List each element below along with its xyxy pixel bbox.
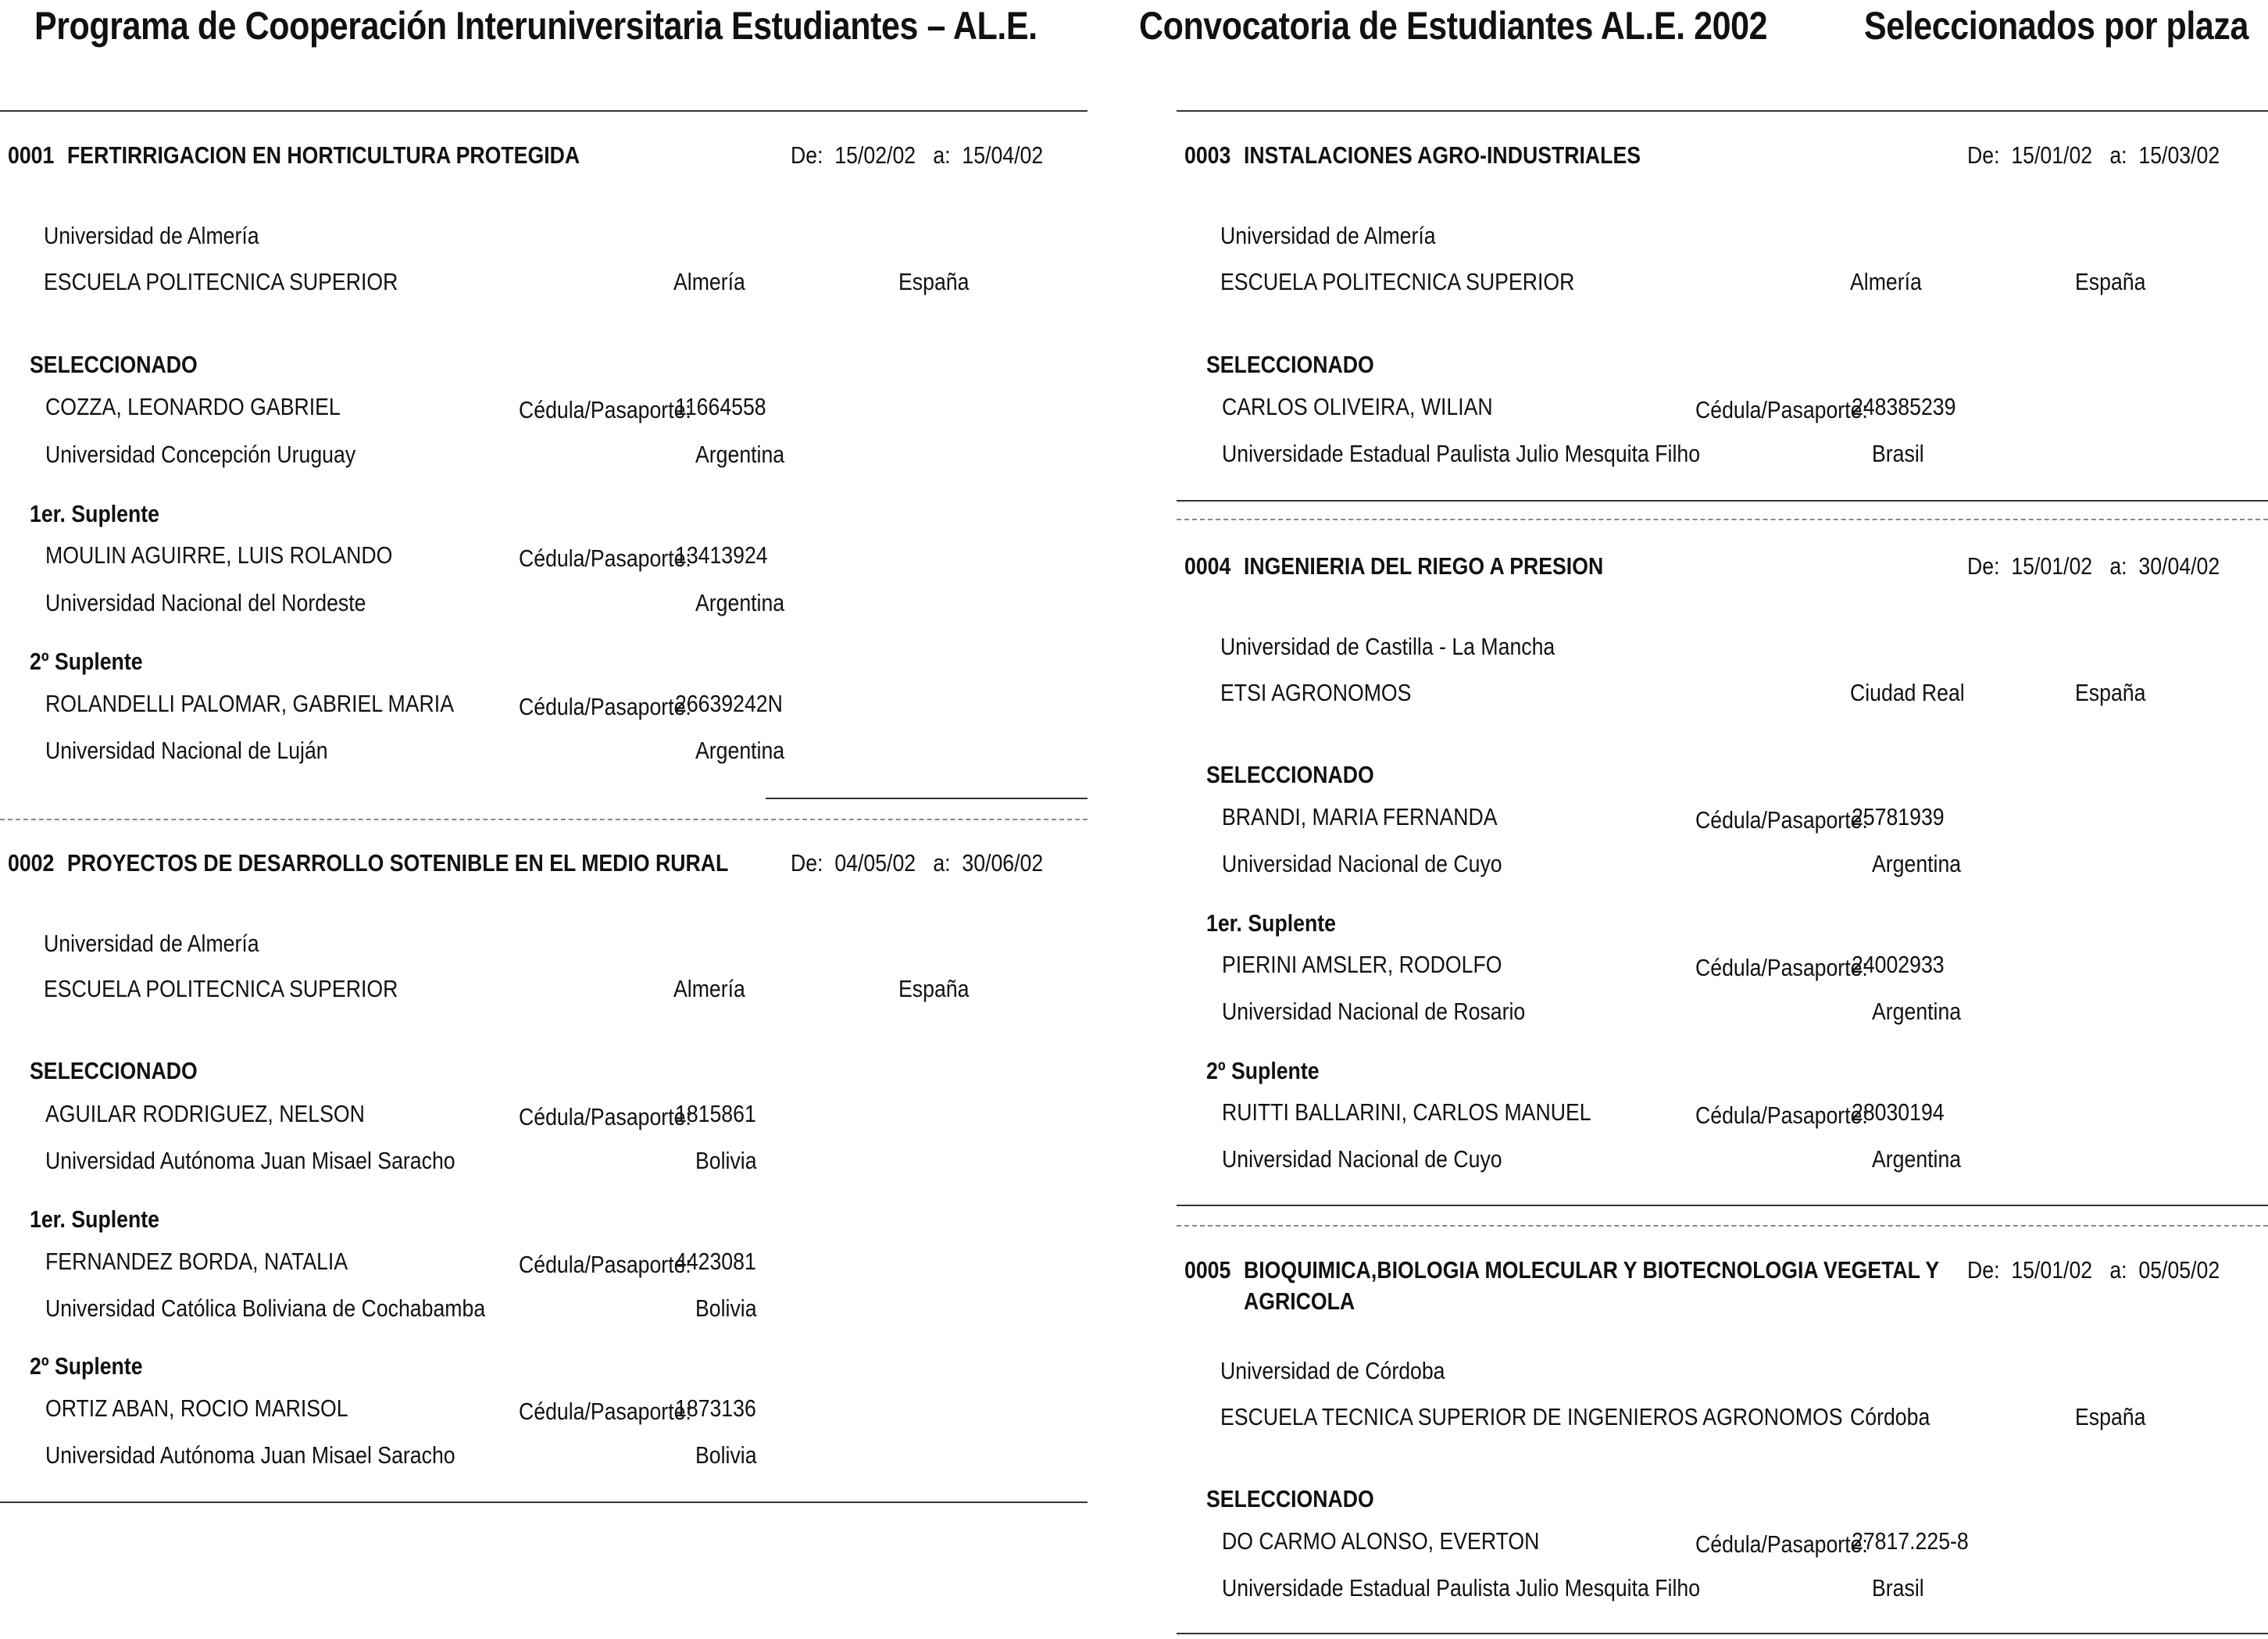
candidate-country: Brasil [1872,440,1924,467]
divider [1177,110,2268,112]
candidate-name: MOULIN AGUIRRE, LUIS ROLANDO [45,541,393,569]
place-dates [1967,141,2220,170]
id-label: Cédula/Pasaporte: [519,1398,691,1425]
candidate-id: 248385239 [1852,393,1956,420]
from-date: 15/01/02 [2011,1256,2093,1284]
to-label: a: [2109,1256,2127,1284]
to-date: 30/06/02 [962,849,1044,877]
host-university: Universidad de Castilla - La Mancha [1220,633,1555,660]
candidate-institution: Universidad Nacional del Nordeste [45,589,366,616]
candidate-country: Bolivia [695,1441,757,1469]
host-university: Universidad de Córdoba [1220,1357,1445,1384]
host-country: España [898,268,970,295]
candidate-id: 11664558 [675,393,766,420]
id-label: Cédula/Pasaporte: [519,396,691,423]
place-code: 0005 [1184,1256,1231,1284]
host-faculty: ESCUELA POLITECNICA SUPERIOR [44,268,398,295]
host-city: Córdoba [1850,1403,1930,1430]
to-label: a: [2109,141,2127,169]
host-university: Universidad de Almería [44,930,259,957]
host-city: Ciudad Real [1850,679,1965,706]
place-title: INGENIERIA DEL RIEGO A PRESION [1244,552,1604,580]
candidate-name: CARLOS OLIVEIRA, WILIAN [1222,393,1493,420]
candidate-institution: Universidad Autónoma Juan Misael Saracho [45,1147,455,1174]
candidate-country: Argentina [1872,1145,1962,1173]
candidate-name: ROLANDELLI PALOMAR, GABRIEL MARIA [45,690,454,717]
host-university: Universidad de Almería [1220,222,1436,249]
id-label: Cédula/Pasaporte: [519,545,691,572]
host-faculty: ESCUELA POLITECNICA SUPERIOR [1220,268,1575,295]
to-date: 15/04/02 [962,141,1044,169]
place-code: 0002 [8,849,55,877]
report-title: Seleccionados por plaza [1864,4,2248,48]
from-date: 04/05/02 [834,849,916,877]
role-selected: SELECCIONADO [1206,351,1374,378]
host-city: Almería [1850,268,1922,295]
place-title: INSTALACIONES AGRO-INDUSTRIALES [1244,141,1641,169]
divider [1177,1205,2268,1206]
to-label: a: [933,849,951,877]
place-dates [1967,1256,2220,1284]
candidate-country: Argentina [1872,850,1962,877]
place-title: PROYECTOS DE DESARROLLO SOTENIBLE EN EL MEDIO RURAL [67,849,729,877]
id-label: Cédula/Pasaporte: [1695,396,1868,423]
candidate-id: 25781939 [1852,803,1945,830]
from-label: De: [791,849,823,877]
candidate-name: RUITTI BALLARINI, CARLOS MANUEL [1222,1098,1591,1126]
candidate-name: FERNANDEZ BORDA, NATALIA [45,1248,348,1275]
role-selected: SELECCIONADO [1206,761,1374,788]
candidate-country: Argentina [695,441,785,468]
role-selected: SELECCIONADO [30,351,198,378]
candidate-name: PIERINI AMSLER, RODOLFO [1222,951,1502,978]
place-code: 0003 [1184,141,1231,169]
host-university: Universidad de Almería [44,222,259,249]
candidate-institution: Universidad Autónoma Juan Misael Saracho [45,1441,455,1469]
host-city: Almería [673,975,745,1002]
role-sub1: 1er. Suplente [1206,909,1336,937]
candidate-institution: Universidad Nacional de Luján [45,737,328,764]
candidate-institution: Universidad Nacional de Rosario [1222,998,1526,1025]
host-country: España [2075,679,2146,706]
to-date: 05/05/02 [2138,1256,2220,1284]
host-faculty: ESCUELA POLITECNICA SUPERIOR [44,975,398,1002]
candidate-country: Brasil [1872,1574,1924,1602]
from-label: De: [791,141,823,169]
to-label: a: [933,141,951,169]
program-title: Programa de Cooperación Interuniversitaria Estudiantes – AL.E. [34,4,1038,48]
divider [1177,1225,2268,1227]
place-code: 0001 [8,141,55,169]
role-sub1: 1er. Suplente [30,500,159,527]
candidate-name: AGUILAR RODRIGUEZ, NELSON [45,1100,365,1127]
place-title: FERTIRRIGACION EN HORTICULTURA PROTEGIDA [67,141,580,169]
divider [1177,500,2268,502]
role-sub2: 2º Suplente [30,1352,143,1380]
from-date: 15/01/02 [2011,552,2093,580]
candidate-country: Argentina [695,589,785,616]
call-title: Convocatoria de Estudiantes AL.E. 2002 [1139,4,1768,48]
id-label: Cédula/Pasaporte: [1695,1530,1868,1558]
divider [766,798,1088,799]
role-sub2: 2º Suplente [1206,1057,1320,1084]
candidate-institution: Universidad Católica Boliviana de Cochabamba [45,1294,486,1322]
candidate-institution: Universidad Nacional de Cuyo [1222,850,1502,877]
candidate-id: 1873136 [675,1394,756,1422]
place-title: BIOQUIMICA,BIOLOGIA MOLECULAR Y BIOTECNOLOGIA VEGETAL Y [1244,1256,1940,1284]
candidate-id: 24002933 [1852,951,1945,978]
host-city: Almería [673,268,745,295]
to-date: 15/03/02 [2138,141,2220,169]
candidate-country: Argentina [1872,998,1962,1025]
id-label: Cédula/Pasaporte: [519,1103,691,1130]
candidate-institution: Universidade Estadual Paulista Julio Mesquita Filho [1222,440,1701,467]
divider [1177,519,2268,520]
candidate-name: COZZA, LEONARDO GABRIEL [45,393,341,420]
candidate-institution: Universidad Concepción Uruguay [45,441,356,468]
id-label: Cédula/Pasaporte: [1695,806,1868,834]
to-label: a: [2109,552,2127,580]
candidate-institution: Universidade Estadual Paulista Julio Mesquita Filho [1222,1574,1701,1602]
from-date: 15/01/02 [2011,141,2093,169]
role-selected: SELECCIONADO [1206,1485,1374,1512]
id-label: Cédula/Pasaporte: [1695,954,1868,981]
place-dates [791,849,1043,877]
candidate-id: 26639242N [675,690,783,717]
divider [1177,1633,2268,1634]
candidate-name: DO CARMO ALONSO, EVERTON [1222,1527,1540,1555]
host-country: España [2075,268,2146,295]
candidate-country: Argentina [695,737,785,764]
candidate-id: 27817.225-8 [1852,1527,1969,1555]
host-faculty: ESCUELA TECNICA SUPERIOR DE INGENIEROS AGRONOMOS [1220,1403,1843,1430]
from-date: 15/02/02 [834,141,916,169]
role-selected: SELECCIONADO [30,1057,198,1084]
candidate-name: BRANDI, MARIA FERNANDA [1222,803,1498,830]
place-code: 0004 [1184,552,1231,580]
from-label: De: [1967,552,2000,580]
candidate-country: Bolivia [695,1294,757,1322]
role-sub2: 2º Suplente [30,648,143,675]
role-sub1: 1er. Suplente [30,1205,159,1233]
id-label: Cédula/Pasaporte: [1695,1102,1868,1129]
divider [0,819,1088,820]
candidate-id: 1815861 [675,1100,756,1127]
host-country: España [2075,1403,2146,1430]
host-country: España [898,975,970,1002]
from-label: De: [1967,1256,2000,1284]
from-label: De: [1967,141,2000,169]
place-dates [791,141,1043,170]
host-faculty: ETSI AGRONOMOS [1220,679,1412,706]
candidate-id: 13413924 [675,541,768,569]
to-date: 30/04/02 [2138,552,2220,580]
id-label: Cédula/Pasaporte: [519,693,691,720]
id-label: Cédula/Pasaporte: [519,1251,691,1278]
candidate-name: ORTIZ ABAN, ROCIO MARISOL [45,1394,348,1422]
candidate-id: 28030194 [1852,1098,1945,1126]
place-dates [1967,552,2220,580]
candidate-institution: Universidad Nacional de Cuyo [1222,1145,1502,1173]
candidate-id: 4423081 [675,1248,756,1275]
place-title-continued: AGRICOLA [1244,1287,1355,1315]
candidate-country: Bolivia [695,1147,757,1174]
divider [0,1502,1088,1503]
divider [0,110,1088,112]
